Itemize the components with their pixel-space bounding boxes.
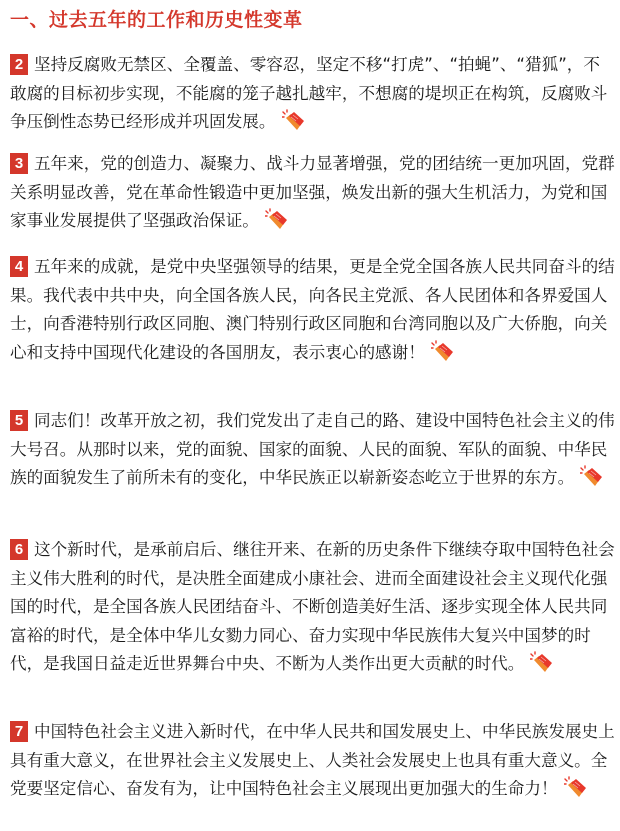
clapping-hands-icon [431,340,455,364]
list-item [10,51,616,137]
list-item [10,536,616,679]
item-text: 这个新时代，是承前启后、继往开来、在新的历史条件下继续夺取中国特色社会主义伟大胜利的时代，是决胜全面建成小康社会、进而全面建设社会主义现代化强国的时代，是全国各族人民团结奋斗、不断创造美好生活、逐步实现全体人民共同富裕的时代，是全体中华儿女勠力同心、奋力实现中华民族伟大复兴中国梦的时代，是我国日益走近世界舞台中央、不断为人类作出更大贡献的时代。 [10,540,615,674]
clapping-hands-icon [564,776,588,800]
item-number-badge: 5 [10,410,28,431]
section-title: 一、过去五年的工作和历史性变革 [10,9,303,31]
item-number-badge: 4 [10,256,28,277]
item-text: 坚持反腐败无禁区、全覆盖、零容忍，坚定不移“打虎”、“拍蝇”、“猎狐”，不敢腐的目标初步实现，不能腐的笼子越扎越牢，不想腐的堤坝正在构筑，反腐败斗争压倒性态势已经形成并巩固发展。 [10,55,608,132]
list-item [10,407,616,493]
list-item [10,253,616,367]
list-item [10,718,616,804]
item-text: 同志们！改革开放之初，我们党发出了走自己的路、建设中国特色社会主义的伟大号召。从那时以来，党的面貌、国家的面貌、人民的面貌、军队的面貌、中华民族的面貌发生了前所未有的变化，中华民族正以崭新姿态屹立于世界的东方。 [10,411,615,488]
item-number-badge: 3 [10,153,28,174]
item-number-badge: 7 [10,721,28,742]
item-text: 五年来的成就，是党中央坚强领导的结果，更是全党全国各族人民共同奋斗的结果。我代表中共中央，向全国各族人民，向各民主党派、各人民团体和各界爱国人士，向香港特别行政区同胞、澳门特别行政区同胞和台湾同胞以及广大侨胞，向关心和支持中国现代化建设的各国朋友，表示衷心的感谢！ [10,257,615,362]
item-number-badge: 2 [10,54,28,75]
clapping-hands-icon [282,109,306,133]
list-item [10,150,616,236]
item-number-badge: 6 [10,539,28,560]
clapping-hands-icon [265,208,289,232]
clapping-hands-icon [580,465,604,489]
item-text: 中国特色社会主义进入新时代，在中华人民共和国发展史上、中华民族发展史上具有重大意义，在世界社会主义发展史上、人类社会发展史上也具有重大意义。全党要坚定信心、奋发有为，让中国特色社会主义展现出更加强大的生命力！ [10,722,615,799]
item-text: 五年来，党的创造力、凝聚力、战斗力显著增强，党的团结统一更加巩固，党群关系明显改善，党在革命性锻造中更加坚强，焕发出新的强大生机活力，为党和国家事业发展提供了坚强政治保证。 [10,154,615,231]
clapping-hands-icon [530,651,554,675]
